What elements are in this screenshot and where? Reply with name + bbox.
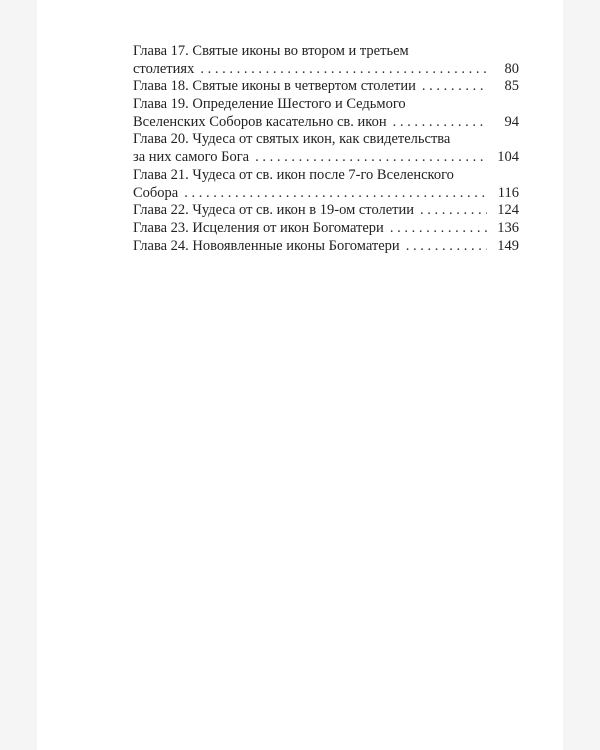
toc-entry-title: Глава 19. Определение Шестого и Седьмого — [133, 96, 406, 113]
dot-leader — [200, 61, 487, 79]
toc-page-number: 149 — [497, 237, 519, 254]
toc-entry-title: Глава 21. Чудеса от св. икон после 7-го Вселенского — [133, 166, 454, 183]
toc-entry-title: столетиях — [133, 60, 195, 77]
toc-entry-title: Глава 20. Чудеса от святых икон, как свидетельства — [133, 131, 451, 148]
toc-entry — [133, 96, 519, 131]
toc-entry-title: Глава 24. Новоявленные иконы Богоматери — [133, 237, 400, 254]
toc-entry — [133, 220, 519, 238]
toc-entry-title: Глава 18. Святые иконы в четвертом столетии — [133, 78, 416, 95]
toc-entry — [133, 131, 519, 166]
toc-page-number: 104 — [497, 149, 519, 166]
toc-entry — [133, 78, 519, 96]
dot-leader — [393, 114, 487, 132]
toc-entry — [133, 167, 519, 202]
dot-leader — [184, 185, 487, 203]
toc-page-number: 94 — [504, 113, 519, 130]
toc-page-number: 116 — [497, 184, 519, 201]
toc-page-number: 136 — [497, 219, 519, 236]
table-of-contents — [133, 43, 519, 255]
toc-page-number: 80 — [504, 60, 519, 77]
dot-leader — [255, 149, 487, 167]
toc-entry — [133, 238, 519, 256]
dot-leader — [420, 202, 487, 220]
toc-entry-title: Собора — [133, 184, 179, 201]
toc-entry-title: Глава 22. Чудеса от св. икон в 19-ом столетии — [133, 202, 415, 219]
toc-page-number: 124 — [497, 202, 519, 219]
toc-page-number: 85 — [504, 78, 519, 95]
document-page — [37, 0, 563, 750]
toc-entry — [133, 43, 519, 78]
toc-entry-title: Глава 17. Святые иконы во втором и третьем — [133, 43, 409, 59]
dot-leader — [390, 220, 487, 238]
toc-entry-title: за них самого Бога — [133, 149, 250, 166]
dot-leader — [406, 238, 487, 256]
toc-entry — [133, 202, 519, 220]
toc-entry-title: Вселенских Соборов касательно св. икон — [133, 113, 387, 130]
dot-leader — [422, 78, 487, 96]
toc-entry-title: Глава 23. Исцеления от икон Богоматери — [133, 219, 384, 236]
